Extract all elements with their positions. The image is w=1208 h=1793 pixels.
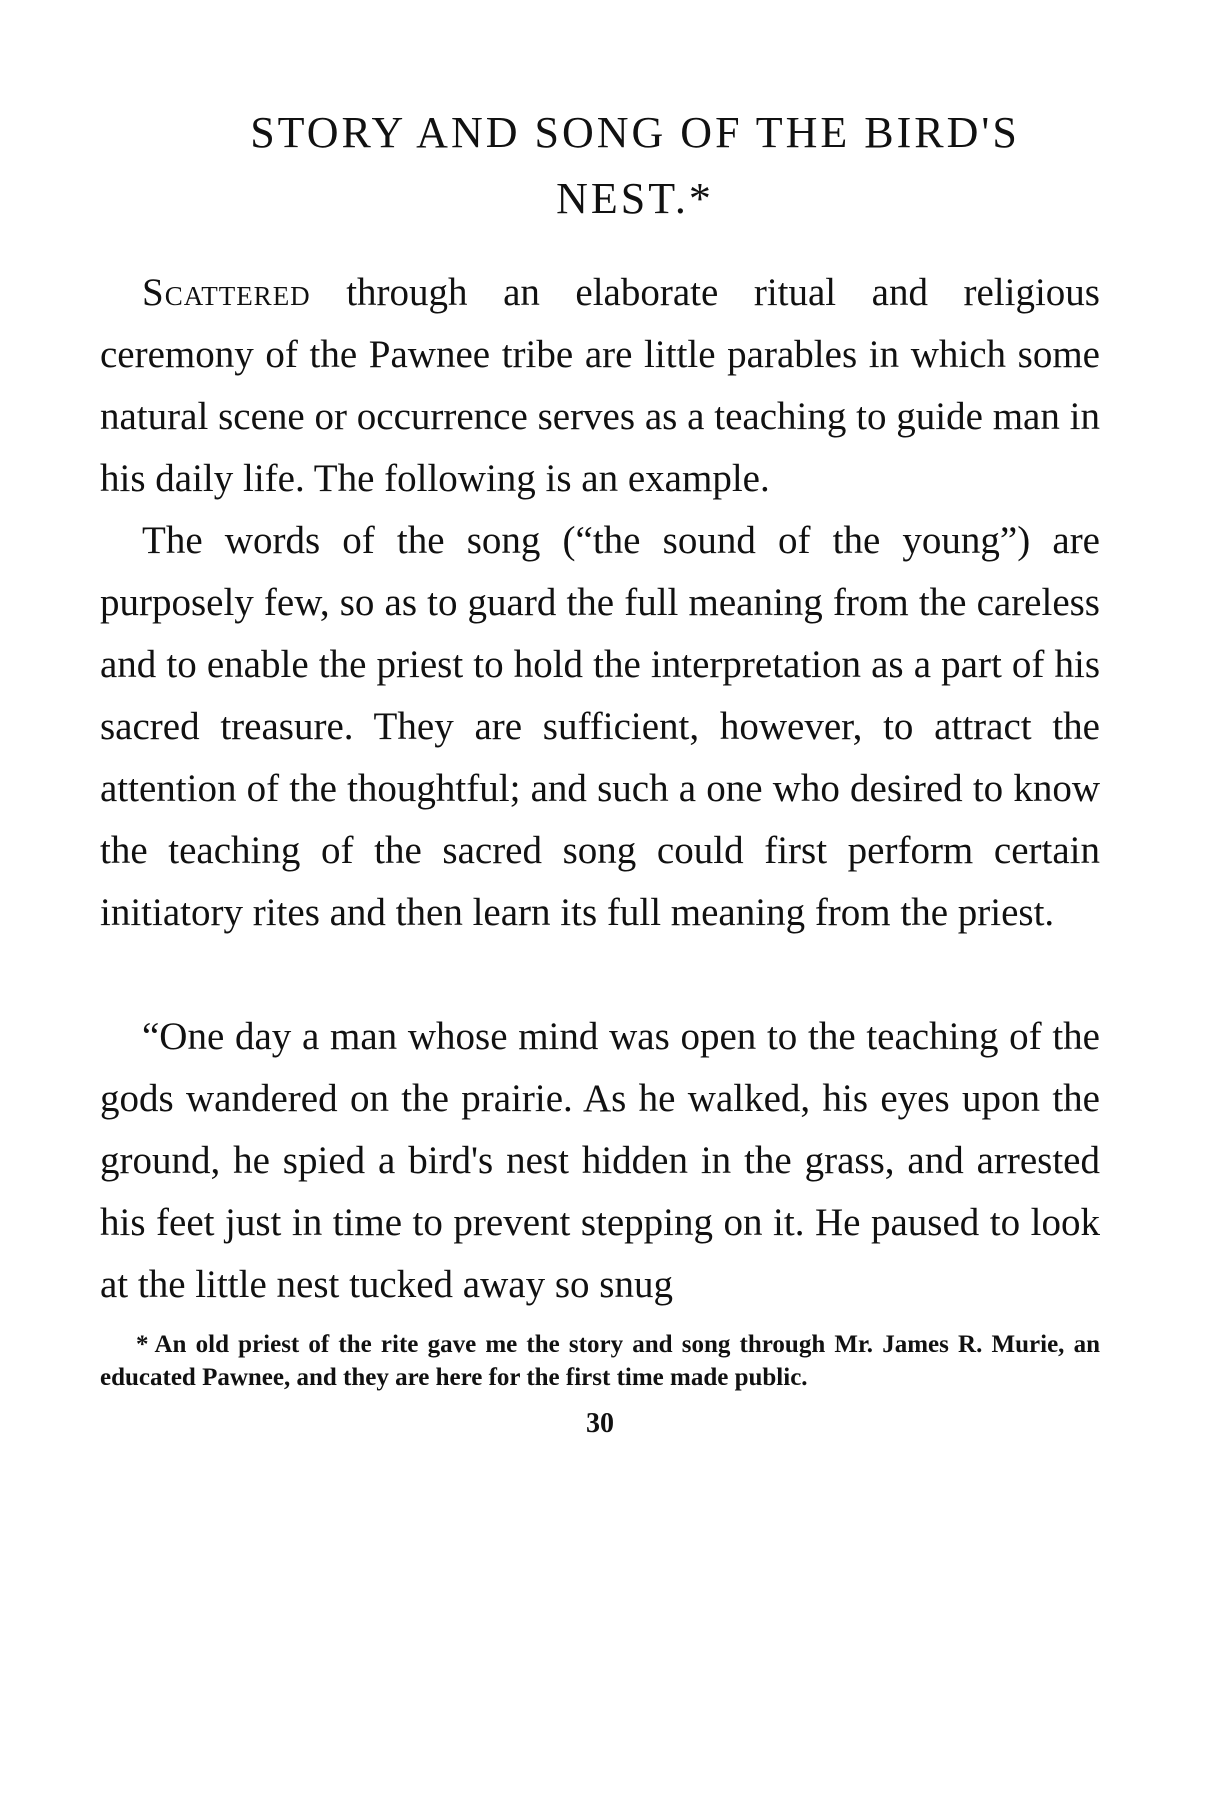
chapter-title-line-2: NEST.* [556,174,714,223]
chapter-title [170,100,1100,232]
story-paragraph: “One day a man whose mind was open to the teaching of the gods wandered on the prairie. As he walked, his eyes upon the ground, he spied a bird's nest hidden in the grass, and arrested his feet just in time to prevent stepping on it. He paused to look at the little nest tucked away so snug [100,1015,1100,1306]
words-paragraph: The words of the song (“the sound of the young”) are purposely few, so as to guard the full meaning from the careless and to enable the priest to hold the interpretation as a part of his sacred treasure. They are sufficient, however, to attract the attention of the thoughtful; and such a one who desired to know the teaching of the sacred song could first perform certain initiatory rites and then learn its full meaning from the priest. [100,519,1100,934]
footnote [100,1328,1100,1394]
intro-paragraph-text: through an elaborate ritual and religious ceremony of the Pawnee tribe are little parables in which some natural scene or occurrence serves as a teaching to guide man in his daily life. The following is an example. [100,271,1100,500]
page-number: 30 [586,1408,614,1439]
chapter-title-line-1: STORY AND SONG OF THE BIRD'S [250,108,1020,157]
section-gap [100,944,1100,1006]
intro-lead-word: Scattered [142,271,311,314]
footnote-marker: * [136,1331,149,1358]
book-page [100,100,1100,1440]
intro-paragraph [100,262,1100,510]
footnote-text: An old priest of the rite gave me the story and song through Mr. James R. Murie, an educated Pawnee, and they are here for the first time made public. [100,1331,1100,1391]
